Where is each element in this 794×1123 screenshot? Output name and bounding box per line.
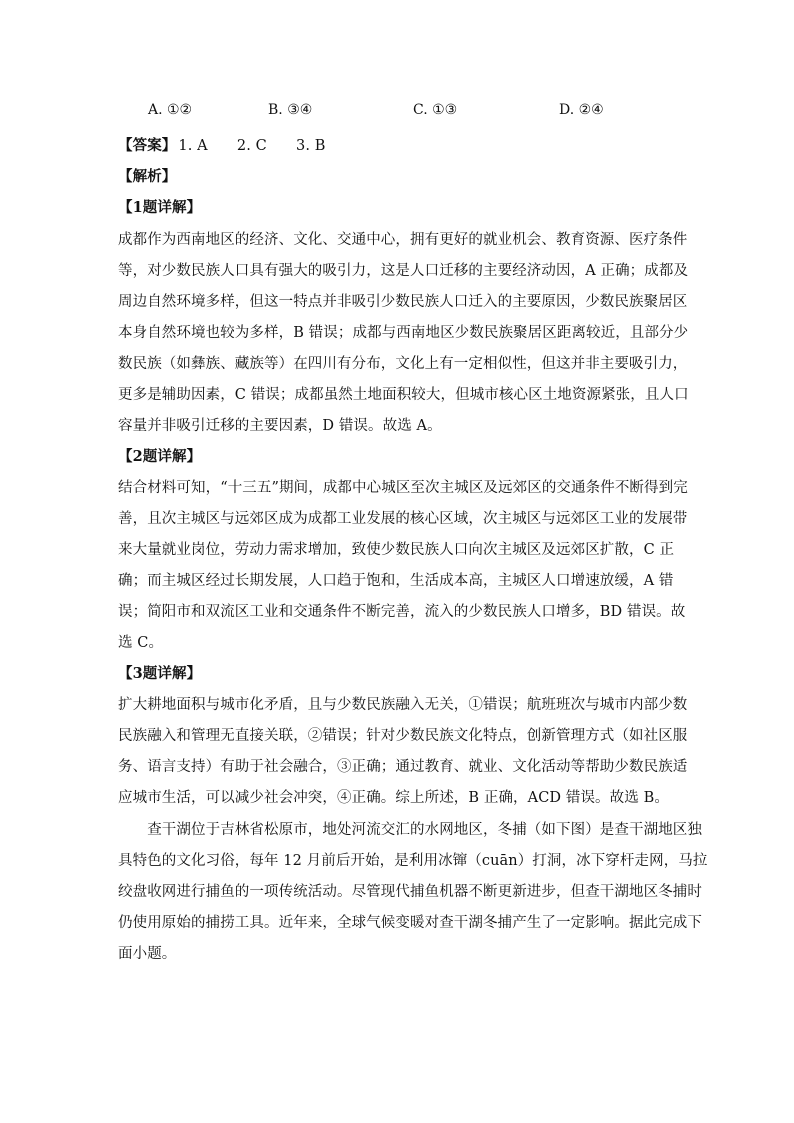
q2-line: 来大量就业岗位，劳动力需求增加，致使少数民族人口向次主城区及远郊区扩散，C 正 bbox=[118, 542, 675, 558]
q1-heading: 【1题详解】 bbox=[118, 199, 202, 216]
analysis-heading: 【解析】 bbox=[118, 168, 177, 185]
option-a: A. ①② bbox=[148, 102, 193, 118]
q1-line: 周边自然环境多样，但这一特点并非吸引少数民族人口迁入的主要原因，少数民族聚居区 bbox=[118, 294, 688, 310]
q1-line: 等，对少数民族人口具有强大的吸引力，这是人口迁移的主要经济动因，A 正确；成都及 bbox=[118, 263, 689, 279]
option-c: C. ①③ bbox=[413, 102, 458, 118]
passage-line: 具特色的文化习俗，每年 12 月前后开始，是利用冰镩（cuān）打洞，冰下穿杆走网，马拉 bbox=[118, 853, 708, 869]
answer-options bbox=[148, 102, 668, 124]
q1-line: 更多是辅助因素，C 错误；成都虽然土地面积较大，但城市核心区土地资源紧张，且人口 bbox=[118, 387, 689, 403]
passage-line: 面小题。 bbox=[118, 946, 177, 962]
q3-line: 扩大耕地面积与城市化矛盾，且与少数民族融入无关，①错误；航班班次与城市内部少数 bbox=[118, 697, 688, 713]
q2-line: 结合材料可知，“十三五”期间，成都中心城区至次主城区及远郊区的交通条件不断得到完 bbox=[118, 480, 688, 496]
q3-line: 应城市生活，可以减少社会冲突，④正确。综上所述，B 正确，ACD 错误。故选 B。 bbox=[118, 790, 669, 806]
passage-line: 查干湖位于吉林省松原市，地处河流交汇的水网地区，冬捕（如下图）是查干湖地区独 bbox=[118, 822, 702, 838]
q1-line: 数民族（如彝族、藏族等）在四川有分布，文化上有一定相似性，但这并非主要吸引力， bbox=[118, 356, 688, 372]
q1-line: 成都作为西南地区的经济、文化、交通中心，拥有更好的就业机会、教育资源、医疗条件 bbox=[118, 232, 688, 248]
q2-line: 善，且次主城区与远郊区成为成都工业发展的核心区域，次主城区与远郊区工业的发展带 bbox=[118, 511, 688, 527]
q2-line: 误；简阳市和双流区工业和交通条件不断完善，流入的少数民族人口增多，BD 错误。故 bbox=[118, 604, 686, 620]
answer-value: 1. A 2. C 3. B bbox=[178, 138, 326, 154]
q1-line: 本身自然环境也较为多样，B 错误；成都与西南地区少数民族聚居区距离较近，且部分少 bbox=[118, 325, 689, 341]
q3-line: 务、语言支持）有助于社会融合，③正确；通过教育、就业、文化活动等帮助少数民族适 bbox=[118, 759, 688, 775]
q2-line: 确；而主城区经过长期发展，人口趋于饱和，生活成本高，主城区人口增速放缓，A 错 bbox=[118, 573, 674, 589]
option-d: D. ②④ bbox=[559, 102, 604, 118]
q3-line: 民族融入和管理无直接关联，②错误；针对少数民族文化特点，创新管理方式（如社区服 bbox=[118, 728, 688, 744]
q2-heading: 【2题详解】 bbox=[118, 448, 202, 465]
answer-line bbox=[118, 134, 326, 155]
answer-label: 【答案】 bbox=[118, 137, 177, 154]
q2-line: 选 C。 bbox=[118, 635, 164, 651]
option-b: B. ③④ bbox=[268, 102, 313, 118]
passage-line: 绞盘收网进行捕鱼的一项传统活动。尽管现代捕鱼机器不断更新进步，但查干湖地区冬捕时 bbox=[118, 884, 702, 900]
q3-heading: 【3题详解】 bbox=[118, 665, 202, 682]
q1-line: 容量并非吸引迁移的主要因素，D 错误。故选 A。 bbox=[118, 418, 442, 434]
passage-line: 仍使用原始的捕捞工具。近年来，全球气候变暖对查干湖冬捕产生了一定影响。据此完成下 bbox=[118, 915, 702, 931]
